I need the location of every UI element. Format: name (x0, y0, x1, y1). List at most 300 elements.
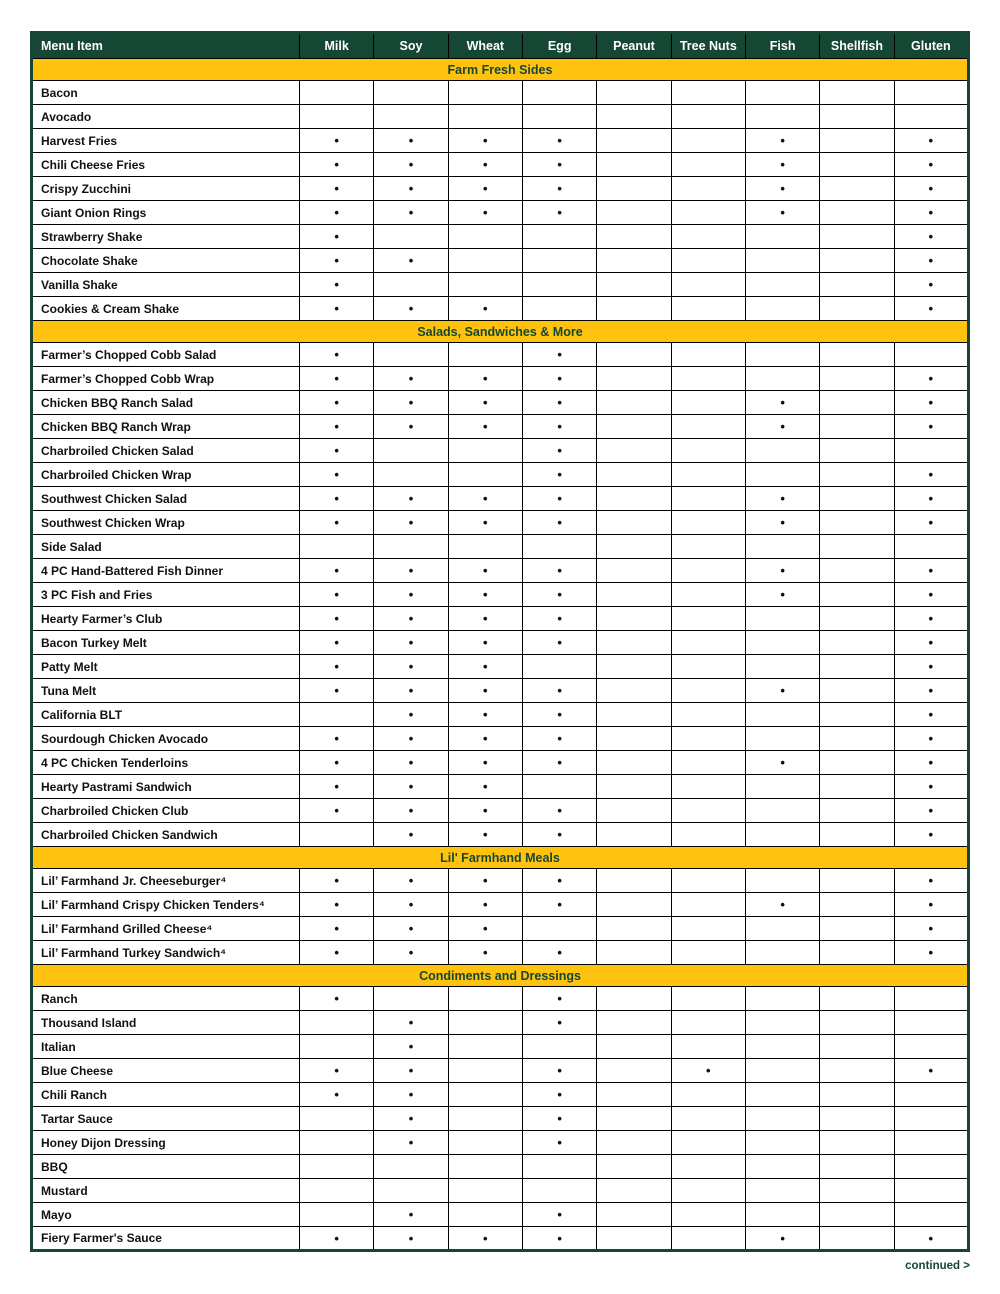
table-row (32, 583, 969, 607)
allergen-empty-cell (522, 81, 596, 105)
table-row (32, 917, 969, 941)
allergen-dot-cell: • (374, 1083, 448, 1107)
allergen-empty-cell (671, 987, 745, 1011)
allergen-dot-cell: • (448, 917, 522, 941)
allergen-dot-cell: • (374, 201, 448, 225)
allergen-empty-cell (820, 177, 894, 201)
allergen-empty-cell (374, 535, 448, 559)
allergen-empty-cell (671, 1131, 745, 1155)
allergen-dot-cell: • (448, 607, 522, 631)
allergen-empty-cell (671, 535, 745, 559)
menu-item-cell: BBQ (32, 1155, 300, 1179)
allergen-empty-cell (671, 917, 745, 941)
allergen-empty-cell (448, 463, 522, 487)
allergen-empty-cell (522, 775, 596, 799)
allergen-empty-cell (745, 941, 819, 965)
allergen-dot-cell: • (522, 703, 596, 727)
column-header-menu-item: Menu Item (32, 33, 300, 59)
allergen-empty-cell (448, 105, 522, 129)
column-header-allergen: Wheat (448, 33, 522, 59)
allergen-empty-cell (597, 987, 671, 1011)
allergen-empty-cell (820, 799, 894, 823)
allergen-empty-cell (745, 297, 819, 321)
allergen-table (30, 31, 970, 1252)
menu-item-cell: Avocado (32, 105, 300, 129)
allergen-empty-cell (820, 1011, 894, 1035)
allergen-empty-cell (374, 987, 448, 1011)
allergen-empty-cell (745, 655, 819, 679)
allergen-empty-cell (671, 343, 745, 367)
allergen-dot-cell: • (894, 367, 968, 391)
allergen-empty-cell (894, 1011, 968, 1035)
table-row (32, 987, 969, 1011)
menu-item-cell: Blue Cheese (32, 1059, 300, 1083)
allergen-empty-cell (671, 1011, 745, 1035)
allergen-dot-cell: • (894, 917, 968, 941)
allergen-dot-cell: • (522, 893, 596, 917)
table-row (32, 655, 969, 679)
section-header-row (32, 321, 969, 343)
allergen-dot-cell: • (300, 129, 374, 153)
allergen-dot-cell: • (300, 631, 374, 655)
allergen-empty-cell (671, 177, 745, 201)
allergen-dot-cell: • (300, 751, 374, 775)
allergen-dot-cell: • (374, 823, 448, 847)
allergen-dot-cell: • (300, 201, 374, 225)
allergen-dot-cell: • (894, 1227, 968, 1251)
allergen-dot-cell: • (448, 869, 522, 893)
allergen-empty-cell (820, 463, 894, 487)
allergen-dot-cell: • (448, 703, 522, 727)
menu-item-cell: Farmer’s Chopped Cobb Salad (32, 343, 300, 367)
allergen-dot-cell: • (522, 727, 596, 751)
allergen-dot-cell: • (300, 273, 374, 297)
table-row (32, 81, 969, 105)
table-row (32, 129, 969, 153)
allergen-dot-cell: • (894, 297, 968, 321)
allergen-dot-cell: • (522, 1203, 596, 1227)
allergen-empty-cell (597, 1227, 671, 1251)
allergen-empty-cell (597, 81, 671, 105)
allergen-empty-cell (597, 439, 671, 463)
allergen-empty-cell (820, 1035, 894, 1059)
allergen-dot-cell: • (522, 751, 596, 775)
allergen-dot-cell: • (300, 177, 374, 201)
allergen-dot-cell: • (374, 1131, 448, 1155)
allergen-empty-cell (820, 1203, 894, 1227)
allergen-dot-cell: • (522, 631, 596, 655)
allergen-dot-cell: • (448, 367, 522, 391)
allergen-dot-cell: • (894, 415, 968, 439)
column-header-allergen: Gluten (894, 33, 968, 59)
table-row (32, 869, 969, 893)
allergen-empty-cell (671, 869, 745, 893)
allergen-dot-cell: • (300, 343, 374, 367)
allergen-empty-cell (597, 1179, 671, 1203)
allergen-empty-cell (894, 81, 968, 105)
allergen-empty-cell (522, 225, 596, 249)
allergen-empty-cell (745, 1155, 819, 1179)
allergen-dot-cell: • (448, 297, 522, 321)
allergen-empty-cell (745, 1203, 819, 1227)
allergen-dot-cell: • (374, 941, 448, 965)
menu-item-cell: Charbroiled Chicken Club (32, 799, 300, 823)
menu-item-cell: Chili Ranch (32, 1083, 300, 1107)
allergen-dot-cell: • (894, 583, 968, 607)
allergen-dot-cell: • (522, 487, 596, 511)
allergen-empty-cell (745, 1035, 819, 1059)
allergen-dot-cell: • (300, 941, 374, 965)
allergen-dot-cell: • (300, 727, 374, 751)
allergen-dot-cell: • (448, 391, 522, 415)
allergen-dot-cell: • (522, 391, 596, 415)
allergen-dot-cell: • (374, 727, 448, 751)
allergen-dot-cell: • (374, 1035, 448, 1059)
allergen-empty-cell (597, 799, 671, 823)
allergen-empty-cell (745, 463, 819, 487)
allergen-empty-cell (597, 607, 671, 631)
allergen-empty-cell (522, 273, 596, 297)
allergen-empty-cell (597, 703, 671, 727)
table-body (32, 59, 969, 1251)
allergen-empty-cell (300, 823, 374, 847)
allergen-empty-cell (820, 941, 894, 965)
table-row (32, 201, 969, 225)
allergen-empty-cell (820, 1179, 894, 1203)
allergen-empty-cell (448, 439, 522, 463)
allergen-dot-cell: • (522, 367, 596, 391)
continued-note: continued > (905, 1260, 970, 1272)
allergen-dot-cell: • (374, 177, 448, 201)
menu-item-cell: Cookies & Cream Shake (32, 297, 300, 321)
allergen-empty-cell (597, 751, 671, 775)
section-title: Condiments and Dressings (32, 965, 969, 987)
allergen-dot-cell: • (374, 703, 448, 727)
menu-item-cell: Giant Onion Rings (32, 201, 300, 225)
allergen-dot-cell: • (300, 439, 374, 463)
table-row (32, 225, 969, 249)
allergen-empty-cell (671, 105, 745, 129)
allergen-empty-cell (597, 415, 671, 439)
allergen-dot-cell: • (745, 679, 819, 703)
menu-item-cell: Patty Melt (32, 655, 300, 679)
allergen-dot-cell: • (522, 607, 596, 631)
allergen-dot-cell: • (300, 987, 374, 1011)
allergen-empty-cell (745, 535, 819, 559)
column-header-allergen: Shellfish (820, 33, 894, 59)
allergen-empty-cell (597, 917, 671, 941)
allergen-dot-cell: • (894, 129, 968, 153)
allergen-empty-cell (820, 153, 894, 177)
allergen-dot-cell: • (894, 273, 968, 297)
allergen-empty-cell (671, 607, 745, 631)
table-row (32, 631, 969, 655)
allergen-dot-cell: • (522, 129, 596, 153)
allergen-empty-cell (448, 1011, 522, 1035)
allergen-empty-cell (894, 1179, 968, 1203)
allergen-dot-cell: • (894, 655, 968, 679)
menu-item-cell: Fiery Farmer's Sauce (32, 1227, 300, 1251)
allergen-dot-cell: • (300, 1227, 374, 1251)
table-row (32, 1227, 969, 1251)
table-row (32, 751, 969, 775)
allergen-empty-cell (820, 987, 894, 1011)
column-header-allergen: Tree Nuts (671, 33, 745, 59)
allergen-empty-cell (597, 727, 671, 751)
menu-item-cell: Mayo (32, 1203, 300, 1227)
menu-item-cell: Southwest Chicken Salad (32, 487, 300, 511)
allergen-dot-cell: • (522, 153, 596, 177)
allergen-empty-cell (522, 535, 596, 559)
allergen-dot-cell: • (300, 583, 374, 607)
allergen-dot-cell: • (894, 679, 968, 703)
allergen-empty-cell (820, 225, 894, 249)
allergen-dot-cell: • (745, 129, 819, 153)
allergen-empty-cell (671, 727, 745, 751)
table-row (32, 941, 969, 965)
allergen-empty-cell (597, 893, 671, 917)
allergen-empty-cell (448, 81, 522, 105)
menu-item-cell: Hearty Pastrami Sandwich (32, 775, 300, 799)
allergen-empty-cell (671, 487, 745, 511)
allergen-empty-cell (745, 607, 819, 631)
allergen-dot-cell: • (894, 249, 968, 273)
table-row (32, 775, 969, 799)
allergen-empty-cell (597, 105, 671, 129)
allergen-dot-cell: • (448, 893, 522, 917)
allergen-empty-cell (745, 1059, 819, 1083)
allergen-dot-cell: • (448, 751, 522, 775)
allergen-dot-cell: • (374, 487, 448, 511)
allergen-dot-cell: • (374, 249, 448, 273)
allergen-dot-cell: • (448, 583, 522, 607)
allergen-empty-cell (300, 1155, 374, 1179)
allergen-empty-cell (671, 81, 745, 105)
allergen-empty-cell (522, 297, 596, 321)
allergen-empty-cell (671, 129, 745, 153)
allergen-dot-cell: • (374, 415, 448, 439)
allergen-empty-cell (671, 439, 745, 463)
allergen-dot-cell: • (522, 1131, 596, 1155)
menu-item-cell: Charbroiled Chicken Wrap (32, 463, 300, 487)
allergen-dot-cell: • (374, 583, 448, 607)
table-row (32, 799, 969, 823)
allergen-empty-cell (894, 1035, 968, 1059)
allergen-empty-cell (597, 941, 671, 965)
allergen-dot-cell: • (894, 177, 968, 201)
allergen-empty-cell (597, 343, 671, 367)
allergen-empty-cell (448, 343, 522, 367)
allergen-empty-cell (820, 81, 894, 105)
allergen-dot-cell: • (374, 799, 448, 823)
allergen-dot-cell: • (300, 917, 374, 941)
allergen-dot-cell: • (448, 559, 522, 583)
column-header-allergen: Soy (374, 33, 448, 59)
allergen-empty-cell (745, 105, 819, 129)
allergen-empty-cell (300, 81, 374, 105)
table-row (32, 249, 969, 273)
allergen-empty-cell (597, 1059, 671, 1083)
menu-item-cell: Lil’ Farmhand Turkey Sandwich⁴ (32, 941, 300, 965)
allergen-empty-cell (894, 343, 968, 367)
allergen-empty-cell (597, 463, 671, 487)
table-row (32, 1179, 969, 1203)
table-row (32, 463, 969, 487)
menu-item-cell: 3 PC Fish and Fries (32, 583, 300, 607)
allergen-empty-cell (745, 799, 819, 823)
allergen-empty-cell (522, 1179, 596, 1203)
allergen-empty-cell (745, 1083, 819, 1107)
allergen-dot-cell: • (522, 1059, 596, 1083)
allergen-dot-cell: • (374, 607, 448, 631)
allergen-empty-cell (448, 535, 522, 559)
allergen-empty-cell (894, 987, 968, 1011)
allergen-dot-cell: • (300, 153, 374, 177)
allergen-empty-cell (671, 463, 745, 487)
allergen-empty-cell (448, 249, 522, 273)
table-row (32, 511, 969, 535)
allergen-dot-cell: • (374, 511, 448, 535)
allergen-dot-cell: • (300, 1083, 374, 1107)
allergen-dot-cell: • (300, 463, 374, 487)
allergen-empty-cell (448, 225, 522, 249)
menu-item-cell: Harvest Fries (32, 129, 300, 153)
allergen-empty-cell (448, 1131, 522, 1155)
allergen-empty-cell (820, 917, 894, 941)
menu-item-cell: Strawberry Shake (32, 225, 300, 249)
menu-item-cell: Side Salad (32, 535, 300, 559)
allergen-dot-cell: • (300, 1059, 374, 1083)
allergen-dot-cell: • (522, 343, 596, 367)
allergen-dot-cell: • (448, 511, 522, 535)
column-header-allergen: Milk (300, 33, 374, 59)
allergen-empty-cell (671, 751, 745, 775)
allergen-empty-cell (300, 1035, 374, 1059)
menu-item-cell: 4 PC Chicken Tenderloins (32, 751, 300, 775)
allergen-dot-cell: • (300, 487, 374, 511)
allergen-empty-cell (374, 1155, 448, 1179)
menu-item-cell: Mustard (32, 1179, 300, 1203)
allergen-empty-cell (671, 249, 745, 273)
section-header-row (32, 965, 969, 987)
allergen-empty-cell (820, 1155, 894, 1179)
allergen-dot-cell: • (894, 727, 968, 751)
menu-item-cell: 4 PC Hand-Battered Fish Dinner (32, 559, 300, 583)
allergen-dot-cell: • (522, 1107, 596, 1131)
table-row (32, 893, 969, 917)
allergen-empty-cell (300, 535, 374, 559)
table-row (32, 559, 969, 583)
allergen-empty-cell (820, 751, 894, 775)
menu-item-cell: Hearty Farmer’s Club (32, 607, 300, 631)
allergen-dot-cell: • (522, 415, 596, 439)
table-row (32, 343, 969, 367)
allergen-dot-cell: • (448, 153, 522, 177)
table-row (32, 487, 969, 511)
allergen-empty-cell (448, 1035, 522, 1059)
table-row (32, 679, 969, 703)
allergen-empty-cell (745, 631, 819, 655)
allergen-dot-cell: • (522, 869, 596, 893)
allergen-dot-cell: • (300, 775, 374, 799)
allergen-empty-cell (671, 583, 745, 607)
allergen-empty-cell (745, 1011, 819, 1035)
allergen-empty-cell (374, 1179, 448, 1203)
allergen-dot-cell: • (745, 1227, 819, 1251)
table-row (32, 1083, 969, 1107)
allergen-dot-cell: • (374, 869, 448, 893)
allergen-dot-cell: • (894, 487, 968, 511)
allergen-empty-cell (671, 941, 745, 965)
allergen-dot-cell: • (300, 297, 374, 321)
menu-item-cell: Ranch (32, 987, 300, 1011)
allergen-empty-cell (745, 249, 819, 273)
allergen-dot-cell: • (300, 799, 374, 823)
allergen-empty-cell (820, 655, 894, 679)
allergen-empty-cell (671, 273, 745, 297)
allergen-dot-cell: • (448, 631, 522, 655)
allergen-dot-cell: • (745, 559, 819, 583)
allergen-empty-cell (448, 1179, 522, 1203)
allergen-empty-cell (671, 297, 745, 321)
allergen-dot-cell: • (300, 415, 374, 439)
allergen-dot-cell: • (448, 201, 522, 225)
allergen-dot-cell: • (374, 751, 448, 775)
allergen-dot-cell: • (448, 1227, 522, 1251)
allergen-empty-cell (820, 1131, 894, 1155)
allergen-empty-cell (671, 1179, 745, 1203)
allergen-empty-cell (820, 201, 894, 225)
allergen-empty-cell (597, 559, 671, 583)
allergen-empty-cell (300, 1011, 374, 1035)
allergen-empty-cell (671, 655, 745, 679)
allergen-empty-cell (820, 273, 894, 297)
allergen-empty-cell (597, 511, 671, 535)
allergen-empty-cell (671, 1083, 745, 1107)
allergen-empty-cell (820, 727, 894, 751)
allergen-dot-cell: • (894, 823, 968, 847)
menu-item-cell: Lil’ Farmhand Crispy Chicken Tenders⁴ (32, 893, 300, 917)
column-header-allergen: Egg (522, 33, 596, 59)
allergen-dot-cell: • (448, 679, 522, 703)
allergen-empty-cell (448, 1083, 522, 1107)
allergen-dot-cell: • (300, 607, 374, 631)
allergen-dot-cell: • (894, 201, 968, 225)
allergen-empty-cell (522, 917, 596, 941)
menu-item-cell: Crispy Zucchini (32, 177, 300, 201)
allergen-empty-cell (597, 775, 671, 799)
allergen-dot-cell: • (745, 893, 819, 917)
allergen-empty-cell (745, 439, 819, 463)
allergen-empty-cell (374, 105, 448, 129)
section-header-row (32, 59, 969, 81)
allergen-empty-cell (820, 439, 894, 463)
menu-item-cell: Sourdough Chicken Avocado (32, 727, 300, 751)
allergen-empty-cell (597, 1203, 671, 1227)
allergen-dot-cell: • (522, 1011, 596, 1035)
allergen-dot-cell: • (894, 511, 968, 535)
allergen-dot-cell: • (448, 775, 522, 799)
allergen-dot-cell: • (522, 583, 596, 607)
allergen-empty-cell (597, 201, 671, 225)
allergen-dot-cell: • (894, 941, 968, 965)
allergen-dot-cell: • (374, 655, 448, 679)
allergen-dot-cell: • (374, 893, 448, 917)
allergen-empty-cell (374, 81, 448, 105)
allergen-empty-cell (597, 1011, 671, 1035)
allergen-empty-cell (894, 1107, 968, 1131)
allergen-empty-cell (745, 1107, 819, 1131)
